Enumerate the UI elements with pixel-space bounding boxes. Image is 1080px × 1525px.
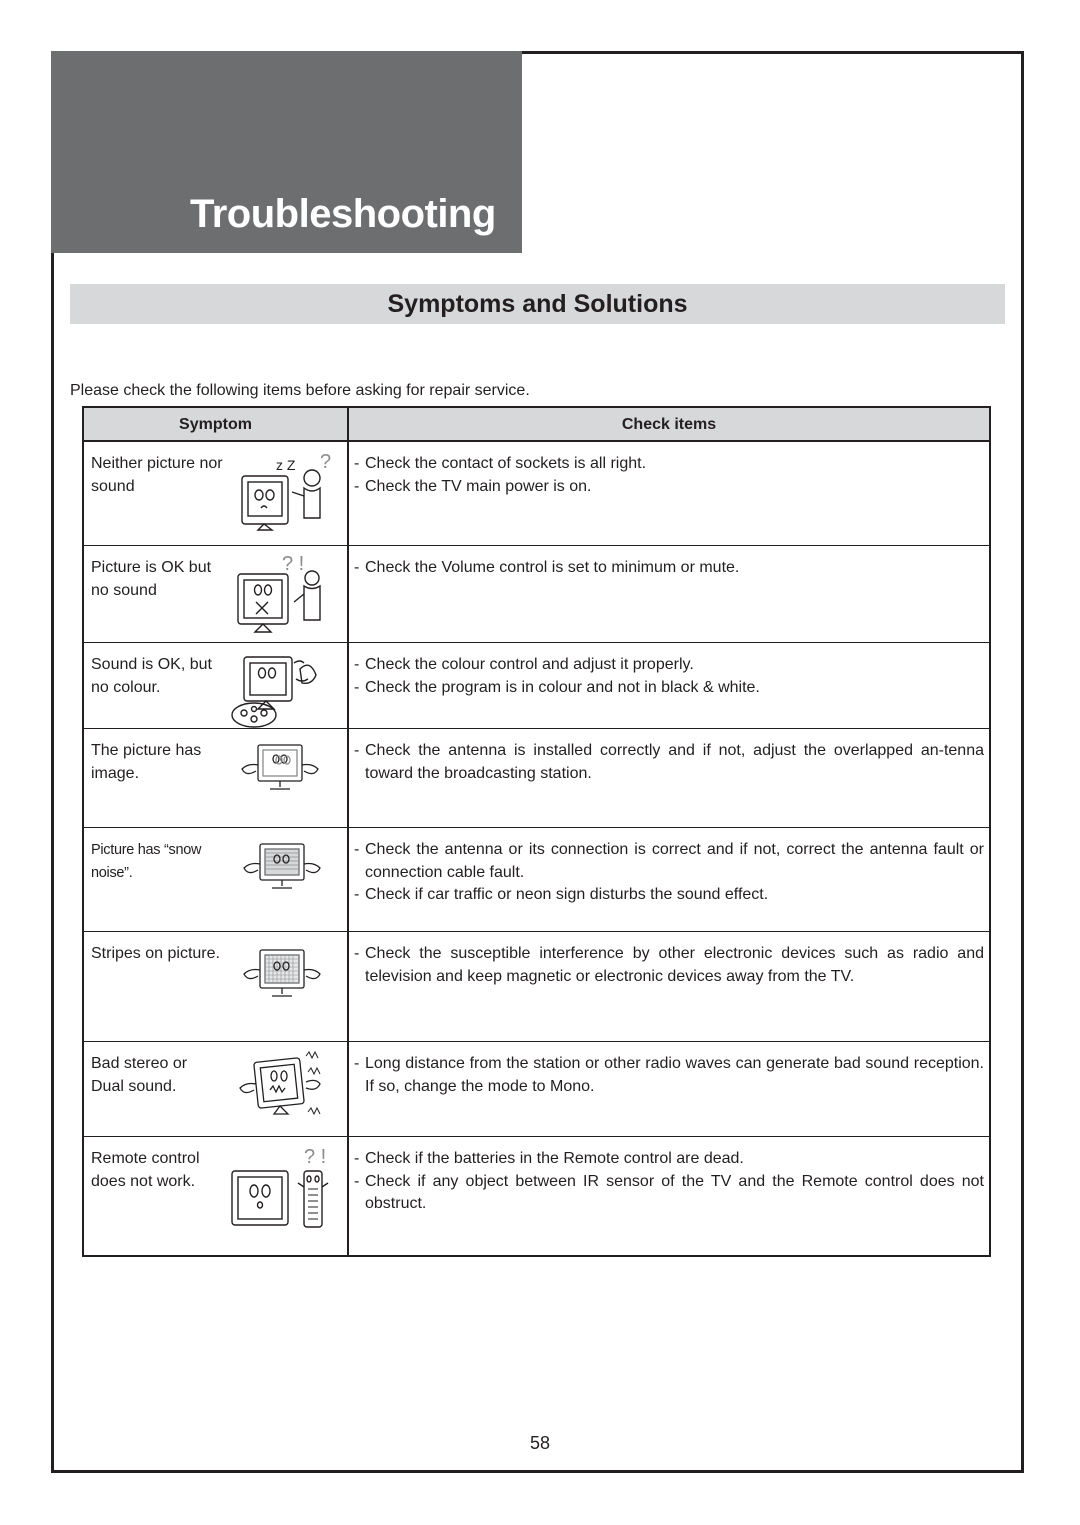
- table-row: [84, 1137, 989, 1255]
- table-row: [84, 442, 989, 546]
- svg-text:? !: ? !: [304, 1146, 327, 1168]
- section-title: Symptoms and Solutions: [387, 290, 688, 318]
- table-row: [84, 1042, 989, 1137]
- svg-text:? !: ? !: [282, 553, 305, 575]
- check-list: [354, 654, 984, 699]
- check-item: - Check the colour control and adjust it properly.: [354, 654, 984, 677]
- table-row: [84, 828, 989, 932]
- symptom-text: Picture has “snow noise”.: [91, 842, 202, 881]
- page-title: Troubleshooting: [190, 192, 496, 236]
- check-item: - Check the TV main power is on.: [354, 476, 984, 499]
- section-bar: [70, 284, 1005, 324]
- bad-sound-tv-icon: [224, 1048, 342, 1134]
- check-item: - Long distance from the station or other radio waves can generate bad sound reception. If so, change the mode to Mono.: [354, 1053, 984, 1098]
- check-list: [354, 557, 984, 580]
- check-item: - Check the Volume control is set to minimum or mute.: [354, 557, 984, 580]
- symptom-text: Sound is OK, but no colour.: [91, 656, 212, 696]
- table-row: [84, 643, 989, 729]
- striped-tv-icon: [224, 938, 342, 1024]
- check-list: [354, 1053, 984, 1098]
- troubleshooting-table: [82, 406, 991, 1257]
- check-item: - Check if the batteries in the Remote control are dead.: [354, 1148, 984, 1171]
- ghost-image-tv-icon: [224, 735, 342, 821]
- table-row: [84, 546, 989, 643]
- color-palette-tv-icon: [224, 649, 342, 735]
- symptom-text: The picture has image.: [91, 742, 202, 782]
- check-list: [354, 453, 984, 498]
- symptom-text: Picture is OK but no sound: [91, 559, 212, 599]
- check-items-column-header: Check items: [621, 416, 717, 433]
- intro-text: Please check the following items before asking for repair service.: [70, 382, 530, 399]
- symptom-column-header: Symptom: [179, 416, 252, 433]
- symptom-text: Bad stereo or Dual sound.: [91, 1055, 188, 1095]
- check-list: [354, 839, 984, 907]
- muted-tv-icon: [224, 552, 342, 638]
- table-header: [84, 408, 989, 442]
- symptom-text: Stripes on picture.: [91, 945, 220, 962]
- check-item: - Check the antenna is installed correctly and if not, adjust the overlapped an-tenna toward the broadcasting station.: [354, 740, 984, 785]
- page-number: 58: [529, 1433, 551, 1453]
- sleeping-tv-icon: [224, 448, 342, 534]
- check-list: [354, 1148, 984, 1216]
- symptom-text: Remote control does not work.: [91, 1150, 200, 1190]
- check-item: - Check the program is in colour and not in black & white.: [354, 677, 984, 700]
- table-row: [84, 932, 989, 1042]
- snow-noise-tv-icon: [224, 834, 342, 920]
- table-row: [84, 729, 989, 828]
- svg-text:?: ?: [320, 451, 332, 473]
- check-list: [354, 943, 984, 988]
- check-item: - Check the antenna or its connection is correct and if not, correct the antenna fault or connection cable fault.: [354, 839, 984, 884]
- check-item: - Check the susceptible interference by other electronic devices such as radio and television and keep magnetic or electronic devices away from the TV.: [354, 943, 984, 988]
- check-item: - Check the contact of sockets is all right.: [354, 453, 984, 476]
- check-list: [354, 740, 984, 785]
- check-item: - Check if car traffic or neon sign disturbs the sound effect.: [354, 884, 984, 907]
- svg-text:z Z: z Z: [276, 457, 296, 473]
- check-item: - Check if any object between IR sensor of the TV and the Remote control does not obstruct.: [354, 1171, 984, 1216]
- symptom-text: Neither picture nor sound: [91, 455, 223, 495]
- remote-control-tv-icon: [224, 1143, 342, 1229]
